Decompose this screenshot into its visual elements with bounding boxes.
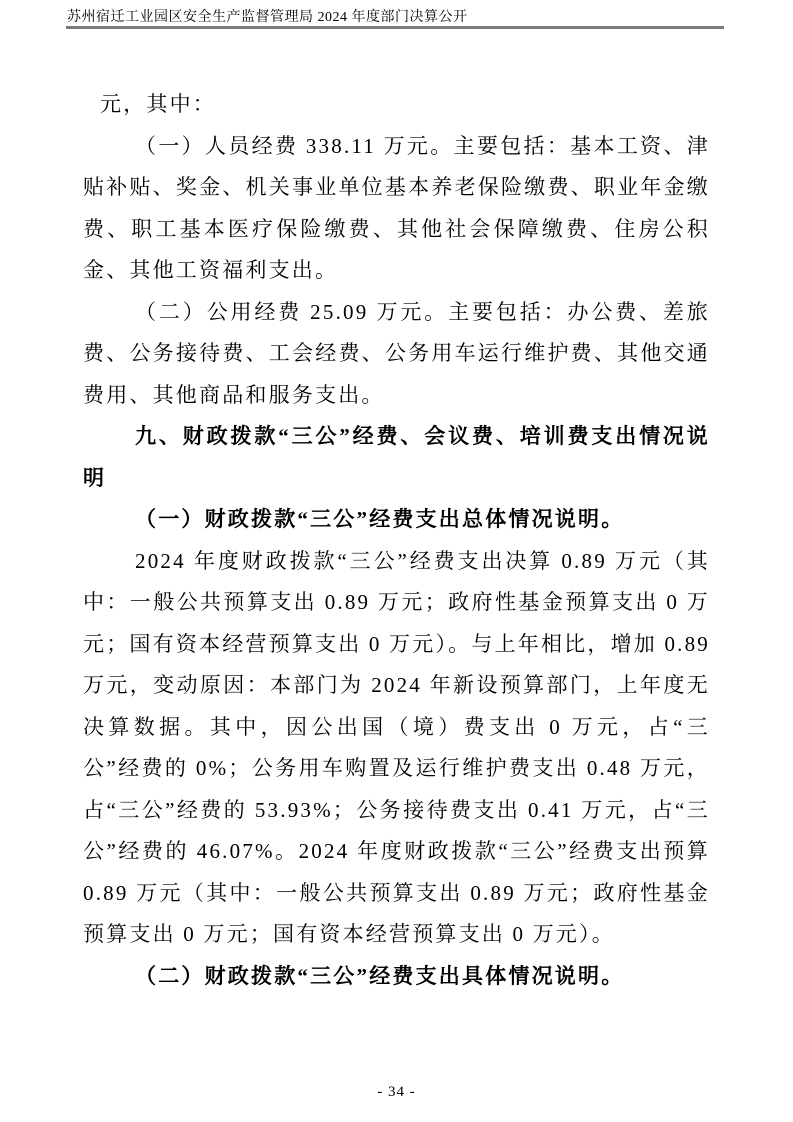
section-heading: 九、财政拨款“三公”经费、会议费、培训费支出情况说明: [83, 424, 710, 490]
section-heading: （一）财政拨款“三公”经费支出总体情况说明。: [135, 507, 625, 531]
paragraph: 2024 年度财政拨款“三公”经费支出决算 0.89 万元（其中：一般公共预算支出 0.89 万元；政府性基金预算支出 0 万元；国有资本经营预算支出 0 万元）。与上年相比，增加 0.89 万元，变动原因：本部门为 2024 年新设预算部门，上年度无决算数据。其中，因公出国（境）费支出 0 万元，占“三公”经费的 0%；公务用车购置及运行维护费支出 0.48 万元，占“三公”经费的 53.93%；公务接待费支出 0.41 万元，占“三公”经费的 46.07%。2024 年度财政拨款“三公”经费支出预算 0.89 万元（其中：一般公共预算支出 0.89 万元；政府性基金预算支出 0 万元；国有资本经营预算支出 0 万元）。: [83, 548, 710, 946]
header-rule: [66, 26, 724, 29]
paragraph: 元，其中：: [100, 92, 216, 116]
paragraph: （二）公用经费 25.09 万元。主要包括：办公费、差旅费、公务接待费、工会经费、公务用车运行维护费、其他交通费用、其他商品和服务支出。: [83, 299, 710, 407]
page-number: - 34 -: [377, 1084, 416, 1100]
document-body: [83, 84, 710, 997]
paragraph: （一）人员经费 338.11 万元。主要包括：基本工资、津贴补贴、奖金、机关事业单位基本养老保险缴费、职业年金缴费、职工基本医疗保险缴费、其他社会保障缴费、住房公积金、其他工资福利支出。: [83, 133, 710, 282]
header-title: 苏州宿迁工业园区安全生产监督管理局 2024 年度部门决算公开: [67, 10, 468, 25]
section-heading: （二）财政拨款“三公”经费支出具体情况说明。: [135, 963, 625, 988]
